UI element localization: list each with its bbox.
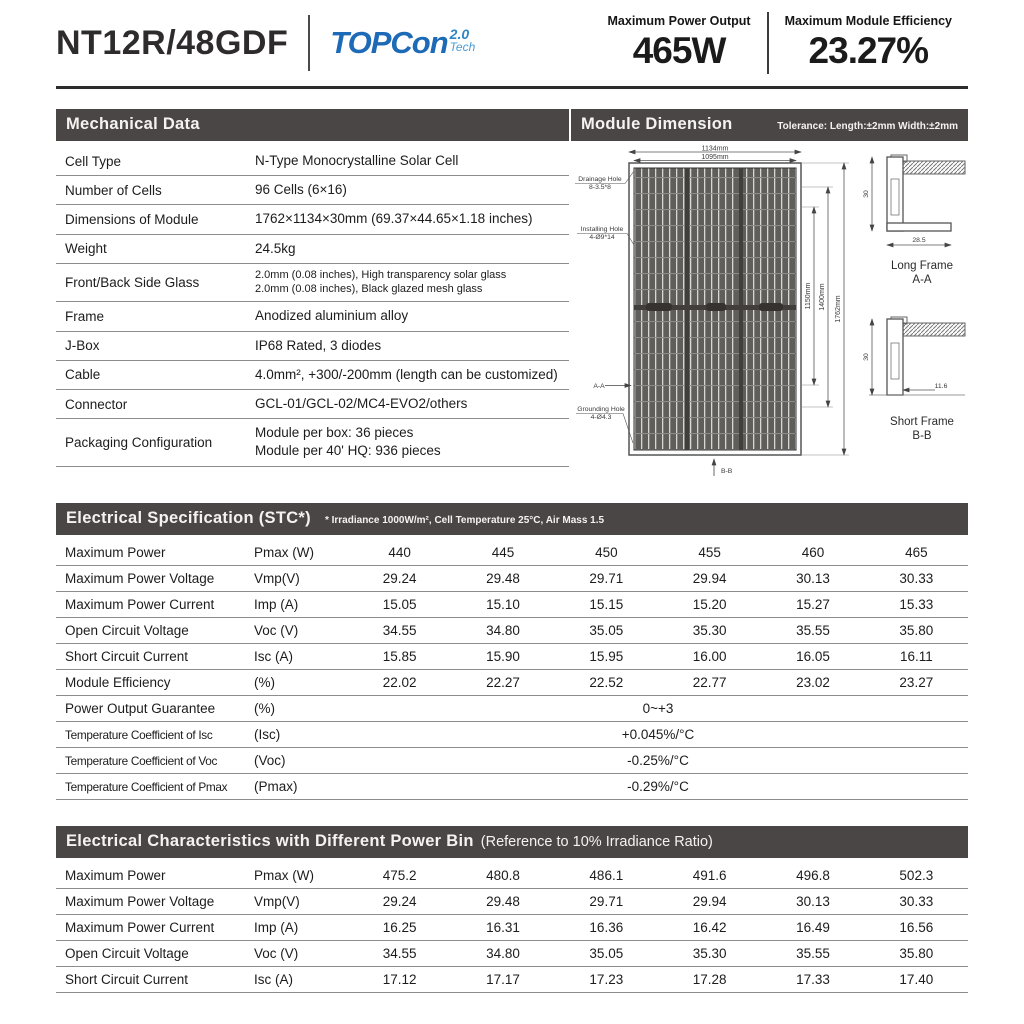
row-label: Frame bbox=[65, 308, 105, 324]
table-row bbox=[56, 390, 569, 419]
svg-text:8-3.5*8: 8-3.5*8 bbox=[589, 184, 611, 191]
row-label: Dimensions of Module bbox=[65, 212, 199, 228]
row-label: Number of Cells bbox=[65, 182, 162, 198]
table-row bbox=[56, 967, 968, 993]
value-line: 2.0mm (0.08 inches), Black glazed mesh glass bbox=[255, 282, 483, 295]
row-symbol: Vmp(V) bbox=[254, 894, 300, 909]
table-row bbox=[56, 332, 569, 361]
section-title: Electrical Specification (STC*) bbox=[66, 509, 311, 527]
stat-max-efficiency bbox=[769, 14, 968, 72]
logo-text: TOPCon bbox=[330, 25, 448, 60]
value-line: Module per box: 36 pieces bbox=[255, 425, 414, 441]
row-symbol: Voc (V) bbox=[254, 623, 299, 638]
row-value bbox=[255, 152, 569, 170]
row-value bbox=[255, 181, 569, 199]
topcon-logo bbox=[330, 25, 475, 61]
stat-value: 465W bbox=[632, 30, 726, 71]
power-bin-table bbox=[56, 863, 968, 993]
value-line: Anodized aluminium alloy bbox=[255, 308, 409, 324]
row-label: Open Circuit Voltage bbox=[65, 946, 189, 961]
table-row bbox=[56, 540, 968, 566]
row-value: 486.1 bbox=[589, 868, 624, 883]
mechanical-section bbox=[56, 109, 569, 477]
row-value: 29.71 bbox=[589, 571, 624, 586]
row-label: Weight bbox=[65, 241, 107, 257]
row-symbol: Vmp(V) bbox=[254, 571, 300, 586]
row-label: Power Output Guarantee bbox=[65, 701, 216, 716]
row-label: Maximum Power bbox=[65, 545, 166, 560]
module-dimension-section bbox=[571, 109, 968, 477]
row-symbol: Isc (A) bbox=[254, 649, 293, 664]
row-label: Maximum Power Current bbox=[65, 920, 215, 935]
value-line: 1762×1134×30mm (69.37×44.65×1.18 inches) bbox=[255, 211, 533, 227]
row-value: 502.3 bbox=[899, 868, 934, 883]
svg-text:Long Frame: Long Frame bbox=[890, 260, 954, 272]
row-value: 15.20 bbox=[692, 597, 727, 612]
stat-label: Maximum Power Output bbox=[607, 14, 751, 28]
row-value: 16.42 bbox=[692, 920, 727, 935]
row-symbol: Voc (V) bbox=[254, 946, 299, 961]
row-value: 29.48 bbox=[486, 571, 520, 586]
row-value: 15.10 bbox=[486, 597, 520, 612]
row-value: 491.6 bbox=[692, 868, 727, 883]
table-row bbox=[56, 361, 569, 390]
row-value: 29.24 bbox=[382, 571, 417, 586]
table-row bbox=[56, 889, 968, 915]
svg-text:28.5: 28.5 bbox=[912, 237, 926, 244]
row-label: Temperature Coefficient of Pmax bbox=[65, 779, 228, 794]
row-symbol: (Isc) bbox=[254, 727, 281, 742]
row-label: Temperature Coefficient of Isc bbox=[65, 727, 213, 742]
section-title: Mechanical Data bbox=[66, 115, 200, 133]
row-value: 496.8 bbox=[796, 868, 830, 883]
row-symbol: Isc (A) bbox=[254, 972, 293, 987]
row-value: 30.13 bbox=[796, 571, 830, 586]
row-value: 35.30 bbox=[692, 946, 727, 961]
row-label: Maximum Power bbox=[65, 868, 166, 883]
row-value: 455 bbox=[698, 545, 721, 560]
row-symbol: (%) bbox=[254, 701, 275, 716]
svg-text:Short Frame: Short Frame bbox=[890, 416, 954, 428]
callout-grounding-hole bbox=[576, 406, 633, 443]
row-label: Maximum Power Current bbox=[65, 597, 215, 612]
power-bin-header-bar bbox=[56, 826, 968, 858]
row-value bbox=[255, 269, 569, 297]
row-value: 16.00 bbox=[692, 649, 727, 664]
stat-max-power bbox=[592, 14, 767, 72]
callout-section-bb bbox=[714, 459, 733, 476]
long-frame-drawing bbox=[863, 155, 965, 286]
table-row bbox=[56, 419, 569, 466]
dim-height-1: 1150mm bbox=[805, 282, 812, 310]
value-line: Module per 40' HQ: 936 pieces bbox=[255, 443, 441, 459]
row-value bbox=[255, 210, 569, 228]
table-row bbox=[56, 592, 968, 618]
stat-label: Maximum Module Efficiency bbox=[784, 14, 952, 28]
dim-width-inner: 1095mm bbox=[701, 154, 729, 161]
row-value: 17.12 bbox=[382, 972, 417, 987]
row-value: 450 bbox=[595, 545, 618, 560]
value-line: N-Type Monocrystalline Solar Cell bbox=[255, 153, 459, 168]
header bbox=[56, 0, 968, 86]
row-value: 15.15 bbox=[589, 597, 624, 612]
row-value: 15.90 bbox=[486, 649, 520, 664]
electrical-spec-header-bar bbox=[56, 503, 968, 535]
row-value: 460 bbox=[801, 545, 825, 560]
stc-note: * Irradiance 1000W/m², Cell Temperature 25°C, Air Mass 1.5 bbox=[324, 515, 605, 526]
table-row bbox=[56, 235, 569, 264]
row-value: 22.27 bbox=[486, 675, 520, 690]
row-label: Short Circuit Current bbox=[65, 972, 189, 987]
row-label: Short Circuit Current bbox=[65, 649, 189, 664]
row-value: 29.94 bbox=[692, 894, 727, 909]
table-row bbox=[56, 566, 968, 592]
row-value: 30.13 bbox=[796, 894, 830, 909]
table-row bbox=[56, 302, 569, 331]
table-row bbox=[56, 696, 968, 722]
table-row bbox=[56, 205, 569, 234]
row-value: 15.85 bbox=[382, 649, 417, 664]
row-value: 22.02 bbox=[382, 675, 417, 690]
row-value: 35.05 bbox=[589, 946, 624, 961]
row-value: 15.95 bbox=[589, 649, 624, 664]
row-symbol: Imp (A) bbox=[254, 920, 299, 935]
row-value: 16.31 bbox=[486, 920, 520, 935]
short-frame-drawing bbox=[863, 317, 965, 442]
row-value bbox=[255, 337, 569, 355]
row-value: 17.17 bbox=[486, 972, 520, 987]
tolerance-note: Tolerance: Length:±2mm Width:±2mm bbox=[777, 121, 958, 132]
row-value: 35.55 bbox=[796, 946, 830, 961]
row-value: 16.56 bbox=[899, 920, 934, 935]
dim-height-2: 1400mm bbox=[819, 283, 826, 311]
row-symbol: (Pmax) bbox=[254, 779, 298, 794]
row-value: 475.2 bbox=[382, 868, 417, 883]
row-value: 22.77 bbox=[692, 675, 727, 690]
row-value: 17.40 bbox=[899, 972, 934, 987]
callout-section-aa bbox=[593, 383, 631, 390]
svg-text:Drainage Hole: Drainage Hole bbox=[578, 176, 622, 183]
row-label: J-Box bbox=[65, 338, 100, 354]
table-row bbox=[56, 863, 968, 889]
row-value: 29.24 bbox=[382, 894, 417, 909]
row-value: 16.49 bbox=[796, 920, 830, 935]
row-value: 34.80 bbox=[486, 623, 520, 638]
dimension-header-bar bbox=[571, 109, 968, 141]
row-value bbox=[255, 424, 569, 460]
mechanical-table bbox=[56, 147, 569, 467]
row-span-value: +0.045%/°C bbox=[621, 727, 695, 742]
row-symbol: Imp (A) bbox=[254, 597, 299, 612]
row-span-value: -0.29%/°C bbox=[627, 779, 689, 794]
svg-text:Grounding Hole: Grounding Hole bbox=[577, 406, 625, 413]
row-span-value: 0~+3 bbox=[642, 701, 674, 716]
row-value: 17.28 bbox=[692, 972, 727, 987]
table-row bbox=[56, 644, 968, 670]
row-span-value: -0.25%/°C bbox=[627, 753, 689, 768]
svg-text:B-B: B-B bbox=[912, 430, 932, 442]
svg-text:30: 30 bbox=[863, 353, 870, 361]
electrical-spec-section bbox=[56, 503, 968, 800]
table-row bbox=[56, 618, 968, 644]
power-bin-section bbox=[56, 826, 968, 993]
row-value: 30.33 bbox=[899, 894, 934, 909]
row-value bbox=[255, 366, 569, 384]
row-value: 16.05 bbox=[796, 649, 830, 664]
table-row bbox=[56, 147, 569, 176]
table-row bbox=[56, 722, 968, 748]
logo-version-number: 2.0 bbox=[449, 26, 470, 42]
row-label: Maximum Power Voltage bbox=[65, 571, 215, 586]
svg-text:A-A: A-A bbox=[912, 274, 932, 286]
value-line: 4.0mm², +300/-200mm (length can be customized) bbox=[255, 366, 558, 382]
row-value: 29.71 bbox=[589, 894, 624, 909]
row-symbol: Pmax (W) bbox=[254, 545, 314, 560]
row-value: 17.33 bbox=[796, 972, 830, 987]
value-line: 24.5kg bbox=[255, 240, 296, 256]
row-value: 445 bbox=[491, 545, 515, 560]
row-value: 15.27 bbox=[796, 597, 830, 612]
row-value: 34.55 bbox=[382, 946, 417, 961]
row-value: 30.33 bbox=[899, 571, 934, 586]
row-value: 35.30 bbox=[692, 623, 727, 638]
electrical-spec-table bbox=[56, 540, 968, 800]
row-value: 16.11 bbox=[899, 649, 933, 664]
svg-text:B-B: B-B bbox=[721, 468, 733, 475]
callout-installing-hole bbox=[577, 226, 634, 245]
table-row bbox=[56, 748, 968, 774]
row-symbol: (Voc) bbox=[254, 753, 286, 768]
svg-text:11.6: 11.6 bbox=[934, 383, 948, 390]
row-value: 440 bbox=[388, 545, 411, 560]
row-value: 480.8 bbox=[486, 868, 520, 883]
stat-value: 23.27% bbox=[808, 30, 929, 71]
section-title: Module Dimension bbox=[581, 115, 733, 133]
row-value bbox=[255, 240, 569, 258]
mechanical-header-bar bbox=[56, 109, 569, 141]
svg-text:30: 30 bbox=[863, 190, 870, 198]
row-value: 35.80 bbox=[899, 623, 934, 638]
table-row bbox=[56, 670, 968, 696]
row-value: 35.80 bbox=[899, 946, 934, 961]
model-number: NT12R/48GDF bbox=[56, 23, 289, 62]
row-symbol: Pmax (W) bbox=[254, 868, 314, 883]
table-row bbox=[56, 915, 968, 941]
row-value: 35.05 bbox=[589, 623, 624, 638]
row-value: 15.33 bbox=[899, 597, 934, 612]
table-row bbox=[56, 941, 968, 967]
dim-height-3: 1762mm bbox=[835, 295, 842, 323]
table-row bbox=[56, 264, 569, 303]
value-line: GCL-01/GCL-02/MC4-EVO2/others bbox=[255, 396, 468, 412]
row-label: Open Circuit Voltage bbox=[65, 623, 189, 638]
value-line: 2.0mm (0.08 inches), High transparency solar glass bbox=[255, 268, 507, 281]
row-label: Module Efficiency bbox=[65, 675, 171, 690]
row-value: 29.48 bbox=[486, 894, 520, 909]
header-divider bbox=[308, 15, 310, 71]
row-value: 23.27 bbox=[899, 675, 934, 690]
row-value: 34.80 bbox=[486, 946, 520, 961]
row-value bbox=[255, 395, 569, 413]
row-label: Maximum Power Voltage bbox=[65, 894, 215, 909]
row-label: Front/Back Side Glass bbox=[65, 275, 200, 291]
row-value: 15.05 bbox=[382, 597, 417, 612]
row-value: 16.25 bbox=[382, 920, 417, 935]
row-value bbox=[255, 307, 569, 325]
row-value: 29.94 bbox=[692, 571, 727, 586]
row-label: Connector bbox=[65, 396, 128, 412]
svg-text:Installing Hole: Installing Hole bbox=[580, 226, 624, 233]
logo-version bbox=[450, 27, 476, 53]
row-value: 34.55 bbox=[382, 623, 417, 638]
row-label: Cable bbox=[65, 367, 101, 383]
svg-text:4-Ø4.3: 4-Ø4.3 bbox=[590, 414, 612, 421]
row-label: Temperature Coefficient of Voc bbox=[65, 753, 218, 768]
value-line: IP68 Rated, 3 diodes bbox=[255, 337, 382, 353]
row-value: 35.55 bbox=[796, 623, 830, 638]
row-label: Packaging Configuration bbox=[65, 434, 213, 450]
row-value: 23.02 bbox=[796, 675, 830, 690]
row-value: 16.36 bbox=[589, 920, 624, 935]
row-value: 22.52 bbox=[589, 675, 624, 690]
section-subtitle: (Reference to 10% Irradiance Ratio) bbox=[480, 834, 713, 850]
svg-text:A-A: A-A bbox=[593, 383, 605, 390]
value-line: 96 Cells (6×16) bbox=[255, 182, 347, 198]
row-value: 465 bbox=[905, 545, 928, 560]
header-stats bbox=[592, 12, 968, 74]
table-row bbox=[56, 774, 968, 800]
table-row bbox=[56, 176, 569, 205]
row-label: Cell Type bbox=[65, 153, 122, 169]
row-value: 17.23 bbox=[589, 972, 624, 987]
row-symbol: (%) bbox=[254, 675, 275, 690]
dim-width-outer: 1134mm bbox=[701, 145, 729, 153]
panel-drawing bbox=[629, 163, 801, 455]
callout-drainage-hole bbox=[575, 171, 634, 191]
section-title: Electrical Characteristics with Different Power Bin bbox=[66, 832, 474, 850]
header-rule bbox=[56, 86, 968, 89]
svg-text:4-Ø9*14: 4-Ø9*14 bbox=[589, 234, 615, 241]
module-diagram bbox=[571, 145, 968, 477]
logo-version-label: Tech bbox=[449, 40, 476, 54]
